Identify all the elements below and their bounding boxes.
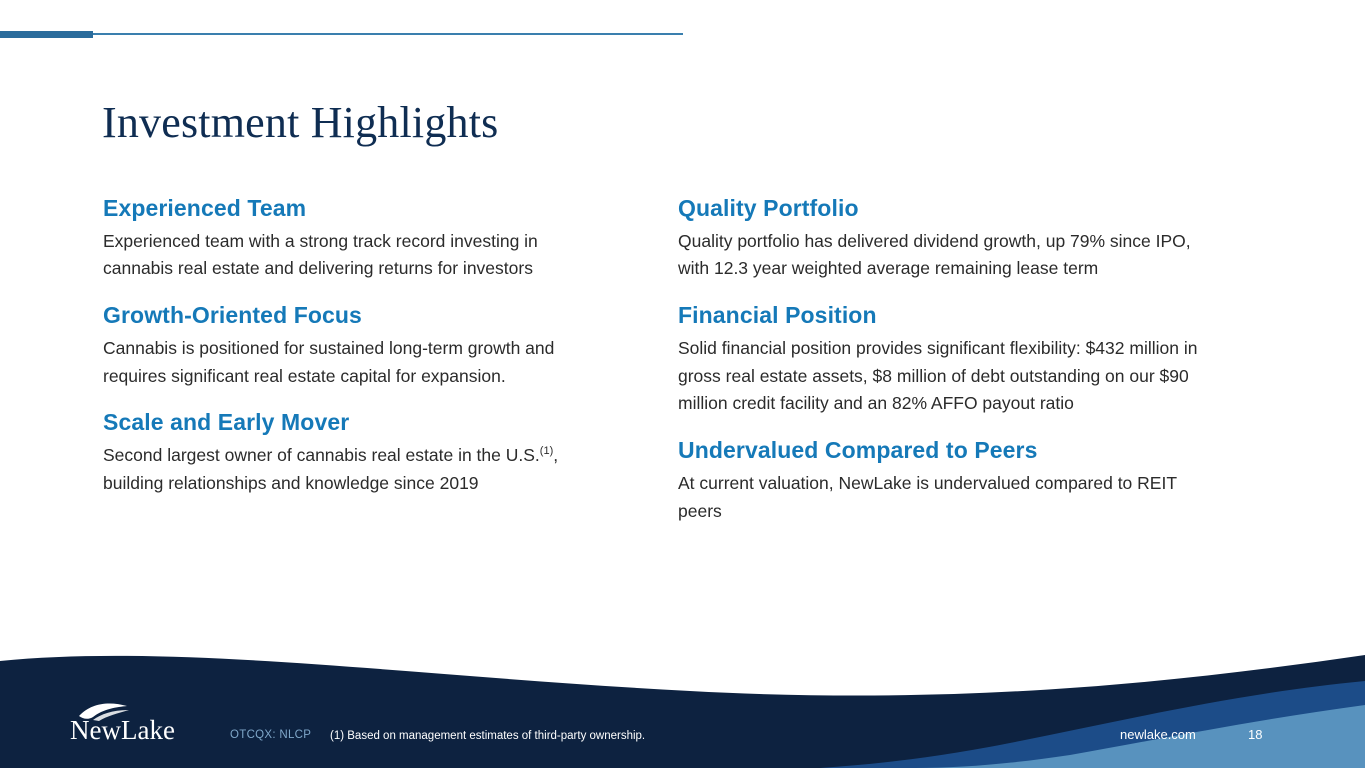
highlight-body: Experienced team with a strong track record investing in cannabis real estate and delivering returns for investors — [103, 230, 538, 279]
highlight-block-undervalued-compared-to-peers — [678, 437, 1198, 525]
highlight-body: Solid financial position provides significant flexibility: $432 million in gross real estate assets, $8 million of debt outstanding on our $90 million credit facility and an 82% AFFO payout ratio — [678, 337, 1198, 414]
highlight-body: Quality portfolio has delivered dividend growth, up 79% since IPO, with 12.3 year weighted average remaining lease term — [678, 230, 1191, 279]
highlight-body: Cannabis is positioned for sustained long-term growth and requires significant real estate capital for expansion. — [103, 337, 555, 386]
highlight-body-pre: Second largest owner of cannabis real estate in the U.S. — [103, 445, 540, 466]
highlight-block-experienced-team — [103, 195, 603, 283]
newlake-logo[interactable] — [70, 701, 220, 749]
highlight-heading: Quality Portfolio — [678, 195, 859, 221]
column-left — [103, 195, 603, 498]
highlight-heading: Financial Position — [678, 302, 877, 329]
highlight-heading: Experienced Team — [103, 195, 307, 221]
footnote-marker: (1) — [539, 445, 554, 458]
highlight-block-growth-oriented-focus — [103, 302, 603, 390]
top-accent-bar — [0, 31, 93, 38]
highlight-body — [103, 442, 603, 498]
website-link[interactable]: newlake.com — [1120, 727, 1196, 742]
column-right — [678, 195, 1198, 525]
footnote-text: (1) Based on management estimates of third-party ownership. — [330, 730, 646, 742]
highlight-body-post: , building relationships and knowledge since 2019 — [103, 445, 559, 493]
highlight-block-scale-and-early-mover — [103, 409, 603, 497]
highlight-body: At current valuation, NewLake is undervalued compared to REIT peers — [678, 472, 1177, 521]
page-number: 18 — [1248, 727, 1263, 742]
stock-ticker: OTCQX: NLCP — [230, 729, 312, 741]
highlight-heading: Undervalued Compared to Peers — [678, 437, 1038, 464]
logo-wordmark: NewLake — [70, 715, 175, 745]
highlight-block-quality-portfolio — [678, 195, 1198, 283]
highlight-block-financial-position — [678, 302, 1198, 418]
page-title: Investment Highlights — [102, 98, 499, 148]
top-divider-rule — [93, 33, 683, 35]
highlight-heading: Scale and Early Mover — [103, 409, 350, 436]
highlight-heading: Growth-Oriented Focus — [103, 302, 362, 329]
